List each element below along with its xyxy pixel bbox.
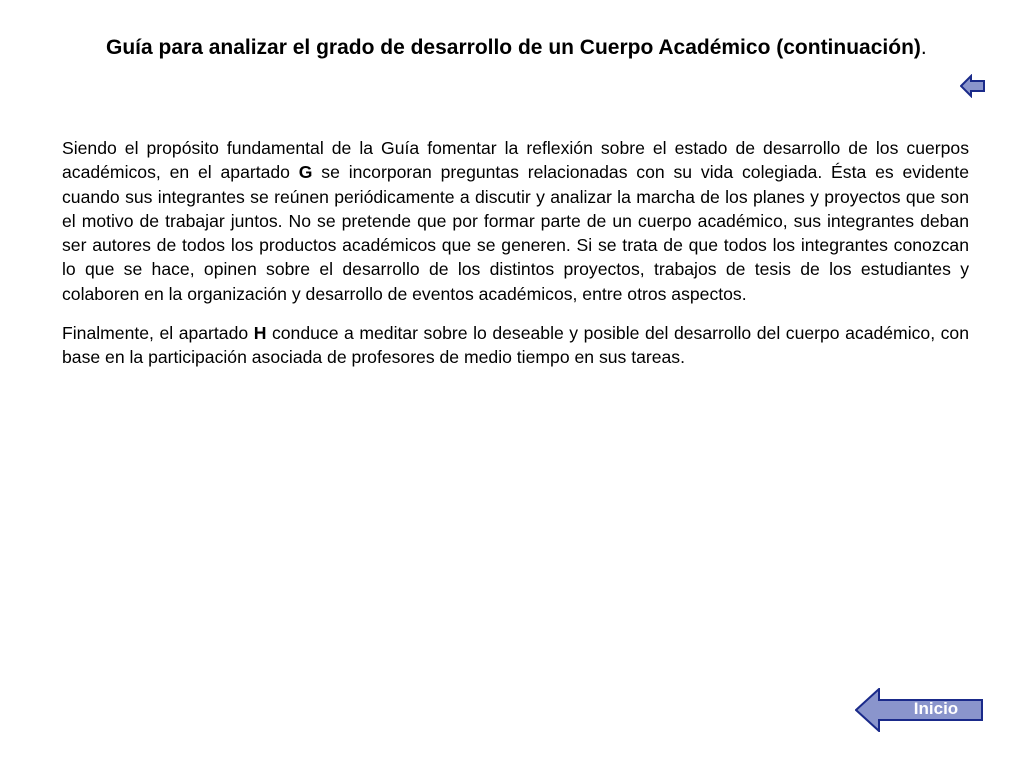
paragraph-1 [62, 136, 969, 306]
left-arrow-icon [960, 74, 986, 98]
paragraph-2-start: Finalmente, el apartado [62, 323, 254, 344]
slide-title [94, 34, 984, 61]
home-button-label: Inicio [913, 699, 959, 718]
back-button[interactable] [960, 74, 986, 98]
section-letter-h: H [253, 323, 267, 344]
home-button[interactable] [855, 688, 985, 732]
section-letter-g: G [298, 162, 313, 183]
paragraph-1-start: Siendo el propósito fundamental de la Guía fomentar la reflexión sobre el estado de desarrollo de los cuerpos académicos, en el apartado [62, 138, 969, 183]
paragraph-2-end: conduce a meditar sobre lo deseable y posible del desarrollo del cuerpo académico, con base en la participación asociada de profesores de medio tiempo en sus tareas. [62, 323, 969, 368]
slide-title-period: . [920, 36, 927, 59]
slide-title-text: Guía para analizar el grado de desarrollo de un Cuerpo Académico (continuación) [106, 36, 921, 59]
paragraph-1-end: se incorporan preguntas relacionadas con su vida colegiada. Ésta es evidente cuando sus integrantes se reúnen periódicamente a discutir y analizar la marcha de los planes y proyectos que son el motivo de trabajar juntos. No se pretende que por formar parte de un cuerpo académico, sus integrantes deban ser autores de todos los productos académicos que se generen. Si se trata de que todos los integrantes conozcan lo que se hace, opinen sobre el desarrollo de los distintos proyectos, trabajos de tesis de los estudiantes y colaboren en la organización y desarrollo de eventos académicos, entre otros aspectos. [62, 162, 969, 304]
body-text [62, 136, 969, 385]
paragraph-2 [62, 321, 969, 370]
